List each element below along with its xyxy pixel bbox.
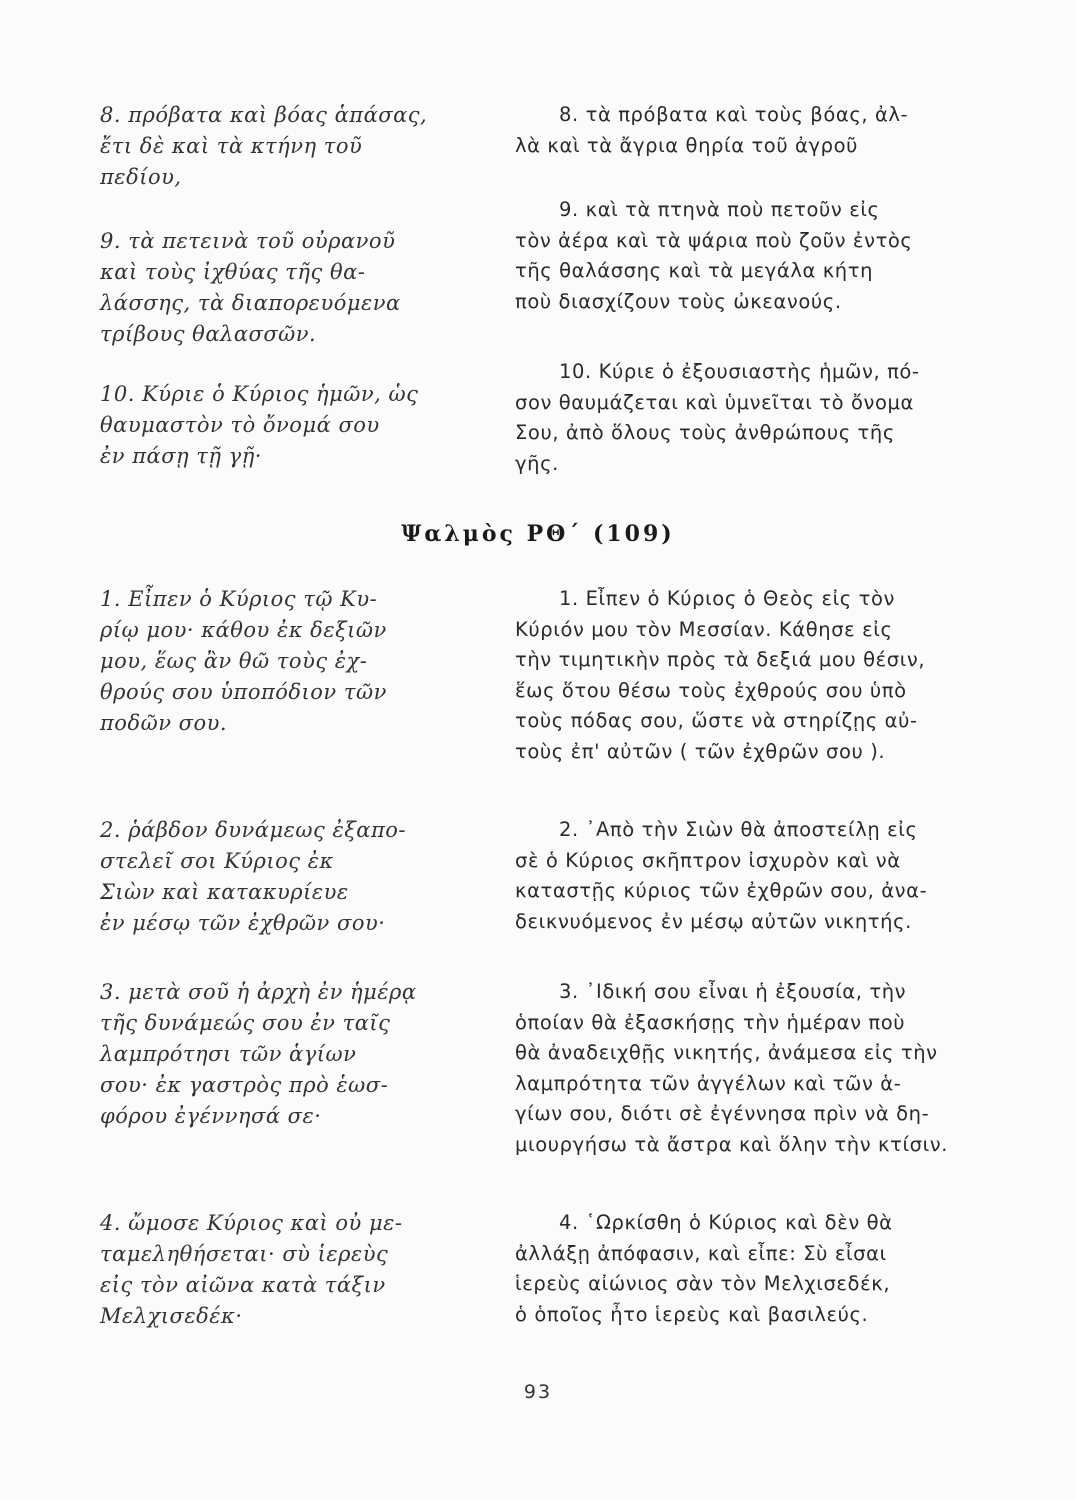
verse-text: Κύριε ὁ Κύριος ἡμῶν, ὡς θαυμαστὸν τὸ ὄνομά σου ἐν πάσῃ τῇ γῇ·	[100, 382, 419, 468]
ancient-psalm-verse-2	[100, 815, 440, 939]
verse-text: Εἶπεν ὁ Κύριος ὁ Θεὸς εἰς τὸν Κύριόν μου τὸν Μεσσίαν. Κάθησε εἰς τὴν τιμητικὴν πρὸς τὰ δεξιά μου θέσιν, ἕως ὅτου θέσω τοὺς ἐχθρούς σου ὑπὸ τοὺς πόδας σου, ὥστε νὰ στηρίζῃς αὐ- τοὺς ἐπ' αὐτῶν ( τῶν ἐχθρῶν σου ).	[515, 587, 926, 763]
modern-verse-9	[515, 195, 980, 350]
verse-number: 4.	[559, 1211, 579, 1234]
verse-number: 9.	[100, 229, 122, 253]
verse-row-9	[100, 195, 980, 350]
verse-text: μετὰ σοῦ ἡ ἀρχὴ ἐν ἡμέρᾳ τῆς δυνάμεώς σου ἐν ταῖς λαμπρότησι τῶν ἁγίων σου· ἐκ γαστρὸς πρὸ ἑωσ- φόρου ἐγέννησά σε·	[100, 980, 417, 1128]
verse-number: 1.	[100, 587, 122, 611]
verse-text: ὤμοσε Κύριος καὶ οὐ με- ταμεληθήσεται· σὺ ἱερεὺς εἰς τὸν αἰῶνα κατὰ τάξιν Μελχισεδέκ·	[100, 1211, 403, 1328]
psalm-verse-row-2	[100, 815, 980, 939]
modern-verse-10	[515, 357, 980, 479]
verse-row-10	[100, 357, 980, 479]
verse-number: 3.	[559, 980, 579, 1003]
modern-psalm-verse-2	[515, 815, 980, 939]
verse-number: 10.	[100, 382, 135, 406]
verse-number: 2.	[100, 818, 122, 842]
psalm-heading: Ψαλμὸς ΡΘ΄ (109)	[401, 521, 675, 547]
verse-number: 3.	[100, 980, 122, 1004]
verse-number: 10.	[559, 360, 592, 383]
modern-psalm-verse-4	[515, 1208, 980, 1332]
verse-text: ῥάβδον δυνάμεως ἐξαπο- στελεῖ σοι Κύριος ἐκ Σιὼν καὶ κατακυρίευε ἐν μέσῳ τῶν ἐχθρῶν σου·	[100, 818, 407, 935]
verse-text: τὰ πετεινὰ τοῦ οὐρανοῦ καὶ τοὺς ἰχθύας τῆς θα- λάσσης, τὰ διαπορευόμενα τρίβους θαλασσῶν.	[100, 229, 401, 346]
modern-psalm-verse-1	[515, 584, 980, 767]
ancient-psalm-verse-4	[100, 1208, 440, 1332]
verse-text: ῾Ωρκίσθη ὁ Κύριος καὶ δὲν θὰ ἀλλάξῃ ἀπόφασιν, καὶ εἶπε: Σὺ εἶσαι ἱερεὺς αἰώνιος σὰν τὸν Μελχισεδέκ, ὁ ὁποῖος ἦτο ἱερεὺς καὶ βασιλεύς.	[515, 1211, 893, 1326]
verse-number: 2.	[559, 818, 579, 841]
modern-psalm-verse-3	[515, 977, 980, 1160]
verse-text: τὰ πρόβατα καὶ τοὺς βόας, ἀλ- λὰ καὶ τὰ ἄγρια θηρία τοῦ ἀγροῦ	[515, 103, 909, 157]
ancient-verse-9	[100, 195, 440, 350]
ancient-psalm-verse-3	[100, 977, 440, 1160]
verse-text: ᾿Απὸ τὴν Σιὼν θὰ ἀποστείλῃ εἰς σὲ ὁ Κύριος σκῆπτρον ἰσχυρὸν καὶ νὰ καταστῇς κύριος τῶν ἐχθρῶν σου, ἀνα- δεικνυόμενος ἐν μέσῳ αὐτῶν νικητής.	[515, 818, 928, 933]
verse-row-8	[100, 100, 980, 193]
verse-text: ᾿Ιδική σου εἶναι ἡ ἐξουσία, τὴν ὁποίαν θὰ ἐξασκήσῃς τὴν ἡμέραν ποὺ θὰ ἀναδειχθῇς νικητής, ἀνάμεσα εἰς τὴν λαμπρότητα τῶν ἀγγέλων καὶ τῶν ἁ- γίων σου, διότι σὲ ἐγέννησα πρὶν νὰ δη- μιουργήσω τὰ ἄστρα καὶ ὅλην τὴν κτίσιν.	[515, 980, 949, 1156]
verse-number: 9.	[559, 198, 579, 221]
verse-number: 1.	[559, 587, 579, 610]
ancient-psalm-verse-1	[100, 584, 440, 767]
ancient-verse-10	[100, 357, 440, 479]
verse-number: 4.	[100, 1211, 122, 1235]
psalm-verse-row-4	[100, 1208, 980, 1332]
ancient-verse-8	[100, 100, 440, 193]
verse-number: 8.	[559, 103, 579, 126]
psalm-verse-row-1	[100, 584, 980, 767]
verse-text: Κύριε ὁ ἐξουσιαστὴς ἡμῶν, πό- σον θαυμάζεται καὶ ὑμνεῖται τὸ ὄνομα Σου, ἀπὸ ὅλους τοὺς ἀνθρώπους τῆς γῆς.	[515, 360, 920, 475]
verse-number: 8.	[100, 103, 122, 127]
modern-verse-8	[515, 100, 980, 193]
verse-text: πρόβατα καὶ βόας ἁπάσας, ἔτι δὲ καὶ τὰ κτήνη τοῦ πεδίου,	[100, 103, 428, 189]
verse-text: καὶ τὰ πτηνὰ ποὺ πετοῦν εἰς τὸν ἀέρα καὶ τὰ ψάρια ποὺ ζοῦν ἐντὸς τῆς θαλάσσης καὶ τὰ μεγάλα κήτη ποὺ διασχίζουν τοὺς ὠκεανούς.	[515, 198, 913, 313]
verse-text: Εἶπεν ὁ Κύριος τῷ Κυ- ρίῳ μου· κάθου ἐκ δεξιῶν μου, ἕως ἂν θῶ τοὺς ἐχ- θρούς σου ὑποπόδιον τῶν ποδῶν σου.	[100, 587, 387, 735]
page-number: 93	[523, 1381, 553, 1403]
psalm-verse-row-3	[100, 977, 980, 1160]
